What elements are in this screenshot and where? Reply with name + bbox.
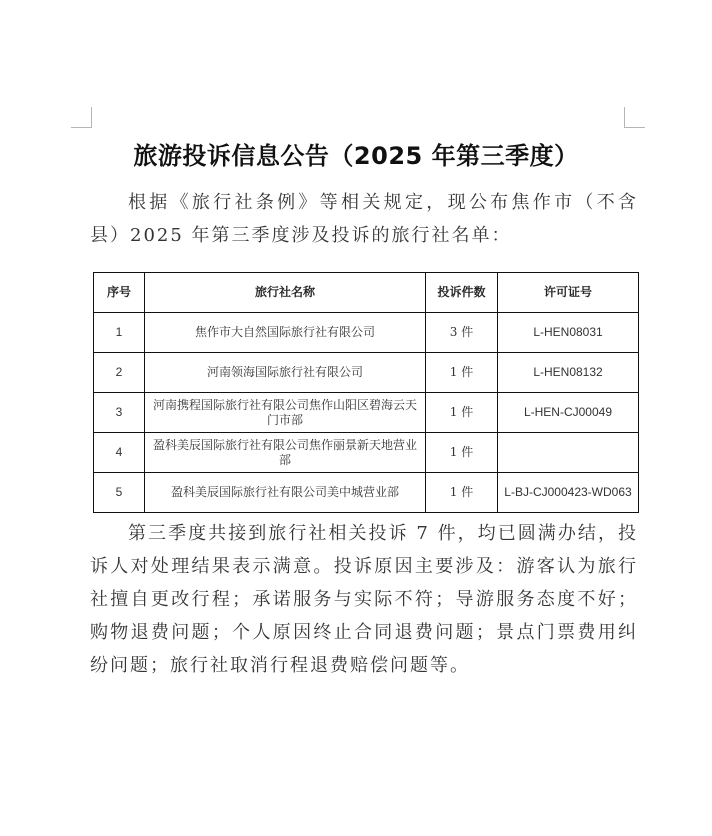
cell-serial: 1 [94,313,145,353]
cell-license-number [498,433,639,473]
table-row [94,393,639,433]
cell-serial: 3 [94,393,145,433]
intro-paragraph: 根据《旅行社条例》等相关规定，现公布焦作市（不含县）2025 年第三季度涉及投诉的旅行社名单： [90,192,638,246]
cell-complaint-count: 1 件 [426,473,498,513]
cell-license-number: L-HEN08132 [498,353,639,393]
cell-complaint-count: 1 件 [426,433,498,473]
document-title: 旅游投诉信息公告（2025 年第三季度） [133,142,579,170]
cell-agency-name: 焦作市大自然国际旅行社有限公司 [145,313,426,353]
cell-license-number: L-HEN-CJ00049 [498,393,639,433]
header-serial: 序号 [94,273,145,313]
table-row [94,433,639,473]
header-agency-name: 旅行社名称 [145,273,426,313]
cell-license-number: L-HEN08031 [498,313,639,353]
cell-complaint-count: 1 件 [426,393,498,433]
cell-license-number: L-BJ-CJ000423-WD063 [498,473,639,513]
cell-agency-name: 河南领海国际旅行社有限公司 [145,353,426,393]
cell-complaint-count: 1 件 [426,353,498,393]
table-row [94,353,639,393]
header-license-number: 许可证号 [498,273,639,313]
cell-serial: 5 [94,473,145,513]
table-header-row [94,273,639,313]
table-row [94,473,639,513]
cell-agency-name: 盈科美辰国际旅行社有限公司美中城营业部 [145,473,426,513]
complaint-table [93,272,639,513]
cell-agency-name: 河南携程国际旅行社有限公司焦作山阳区碧海云天门市部 [145,393,426,433]
summary-paragraph: 第三季度共接到旅行社相关投诉 7 件，均已圆满办结，投诉人对处理结果表示满意。投诉原因主要涉及：游客认为旅行社擅自更改行程；承诺服务与实际不符；导游服务态度不好；购物退费问题；个人原因终止合同退费问题；景点门票费用纠纷问题；旅行社取消行程退费赔偿问题等。 [90,523,638,676]
header-complaint-count: 投诉件数 [426,273,498,313]
cell-agency-name: 盈科美辰国际旅行社有限公司焦作丽景新天地营业部 [145,433,426,473]
cell-serial: 4 [94,433,145,473]
cell-complaint-count: 3 件 [426,313,498,353]
cell-serial: 2 [94,353,145,393]
table-row [94,313,639,353]
page-corner-mark-top-right [624,107,645,128]
page-corner-mark-top-left [71,107,92,128]
